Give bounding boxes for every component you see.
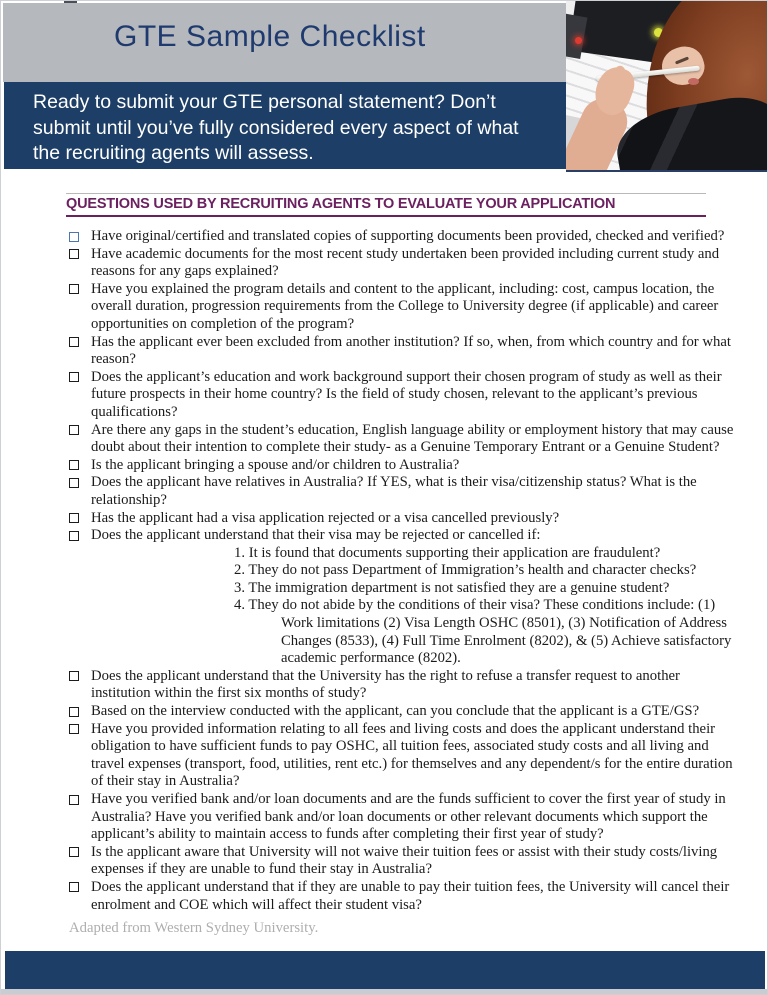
checklist-item-text: Have you explained the program details and content to the applicant, including: cost, campus location, the overall duration, progression requirements from the College to University degree (if applicable) and career opportunities on completion of the program? [91,280,719,332]
checklist-sub-item: 1. It is found that documents supporting their application are fraudulent? [234,544,661,561]
checkbox[interactable] [69,531,79,541]
checkbox[interactable] [69,460,79,470]
checklist-item [66,721,739,791]
checklist-item [66,844,739,879]
checklist-item-text: Does the applicant understand that their visa may be rejected or cancelled if: [91,527,541,544]
page-bottom-strip [1,989,767,994]
checklist-item-text: Has the applicant ever been excluded from another institution? If so, when, from which country and for what reason? [91,333,731,368]
checklist-sub-item: 4. They do not abide by the conditions of their visa? These conditions include: (1) Work limitations (2) Visa Length OSHC (8501), (3) Notification of Address Changes (8533), (4) Full Time Enrolment (8202), & (5) Achieve satisfactory academic performance (8202). [234,597,732,667]
checkbox[interactable] [69,232,79,242]
header-photo [566,1,768,172]
checklist-item [66,703,739,721]
checklist-item [66,334,739,369]
checklist-item [66,510,739,528]
checklist-item-text: Are there any gaps in the student’s education, English language ability or employment history that may cause doubt about their intention to complete their study- as a Genuine Temporary Entrant or a Genuine Student? [91,421,734,456]
checklist-item [66,791,739,844]
checklist [66,228,739,914]
checkbox[interactable] [69,425,79,435]
checklist-item-text: Has the applicant had a visa application rejected or a visa cancelled previously? [91,509,560,526]
attribution-note: Adapted from Western Sydney University. [69,920,319,937]
checklist-item-text: Have academic documents for the most recent study undertaken been provided including current study and reasons for any gaps explained? [91,245,720,280]
checklist-item [66,246,739,281]
checkbox[interactable] [69,249,79,259]
checklist-item-text: Based on the interview conducted with the applicant, can you conclude that the applicant is a GTE/GS? [91,703,700,720]
checklist-sub-list [91,545,739,668]
checkbox[interactable] [69,337,79,347]
checklist-item-text: Have original/certified and translated copies of supporting documents been provided, checked and verified? [91,228,725,244]
photo-red-led [575,37,582,44]
checklist-item-text: Have you verified bank and/or loan documents and are the funds sufficient to cover the first year of study in Australia? Have you verified bank and/or loan documents or other relevant documents which support the applicant’s ability to maintain access to funds after completing their first year of study? [91,791,726,843]
checkbox[interactable] [69,847,79,857]
checkbox[interactable] [69,671,79,681]
photo-lips [688,78,699,85]
checklist-item-text: Does the applicant have relatives in Australia? If YES, what is their visa/citizenship status? What is the relationship? [91,474,697,508]
footer-bar [5,951,765,989]
checkbox[interactable] [69,795,79,805]
checkbox[interactable] [69,372,79,382]
checklist-item-text: Does the applicant’s education and work background support their chosen program of study as well as their future prospects in their home country? Is the field of study chosen, relevant to the applicant’s previous qualifications? [91,368,722,420]
checkbox[interactable] [69,707,79,717]
checkbox[interactable] [69,724,79,734]
checkbox[interactable] [69,284,79,294]
checkbox[interactable] [69,882,79,892]
checklist-item [66,527,739,668]
checklist-item [66,668,739,703]
checklist-item [66,228,739,246]
section-heading: QUESTIONS USED BY RECRUITING AGENTS TO EVALUATE YOUR APPLICATION [66,193,706,217]
checklist-sub-item: 3. The immigration department is not satisfied they are a genuine student? [234,579,670,596]
checklist-item [66,369,739,422]
checklist-item [66,457,739,475]
checklist-item [66,879,739,914]
page-title: GTE Sample Checklist [114,20,426,53]
checkbox[interactable] [69,513,79,523]
checklist-item-text: Does the applicant understand that if they are unable to pay their tuition fees, the University will cancel their enrolment and COE which will affect their student visa? [91,878,730,913]
checklist-item-text: Does the applicant understand that the University has the right to refuse a transfer request to another institution within the first six months of study? [91,667,680,702]
checklist-sub-item: 2. They do not pass Department of Immigration’s health and character checks? [234,562,697,579]
checklist-item-text: Have you provided information relating to all fees and living costs and does the applicant understand their obligation to have sufficient funds to pay OSHC, all tuition fees, associated study costs and all living and travel expenses (transport, food, utilities, rent etc.) for themselves and any dependent/s for the entire duration of their stay in Australia? [91,720,733,790]
checklist-item-text: Is the applicant aware that University will not waive their tuition fees or assist with their study costs/living expenses if they are unable to fund their stay in Australia? [91,843,718,878]
checklist-item-text: Is the applicant bringing a spouse and/or children to Australia? [91,456,460,473]
checklist-item [66,281,739,334]
intro-banner [4,82,566,169]
checklist-item [66,422,739,457]
intro-banner-text: Ready to submit your GTE personal statement? Don’t submit until you’ve fully considered every aspect of what the recruiting agents will assess. [33,91,519,164]
header-banner [3,3,566,82]
checkbox[interactable] [69,478,79,488]
checklist-item [66,474,739,509]
main-content [66,193,739,937]
